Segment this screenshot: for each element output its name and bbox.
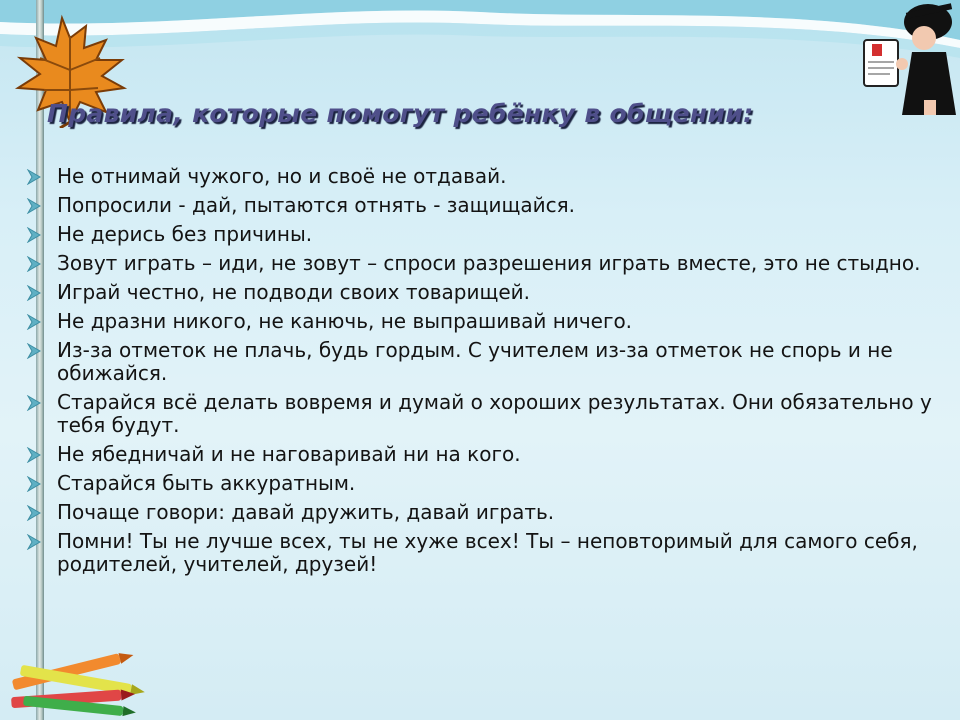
teacher-clipart-icon [850, 0, 960, 115]
arrow-bullet-icon [26, 505, 42, 521]
rule-text: Зовут играть – иди, не зовут – спроси разрешения играть вместе, это не стыдно. [57, 251, 921, 275]
list-item [26, 252, 941, 275]
list-item [26, 281, 941, 304]
list-item [26, 443, 941, 466]
crayons-icon [0, 640, 170, 720]
rule-text: Не отнимай чужого, но и своё не отдавай. [57, 164, 507, 188]
rule-text: Старайся быть аккуратным. [57, 471, 356, 495]
arrow-bullet-icon [26, 476, 42, 492]
arrow-bullet-icon [26, 285, 42, 301]
list-item [26, 223, 941, 246]
rule-text: Старайся всё делать вовремя и думай о хороших результатах. Они обязательно у тебя будут. [57, 390, 932, 437]
list-item [26, 339, 941, 385]
top-wave-decoration [0, 0, 960, 90]
list-item [26, 310, 941, 333]
rule-text: Не дерись без причины. [57, 222, 313, 246]
arrow-bullet-icon [26, 447, 42, 463]
arrow-bullet-icon [26, 227, 42, 243]
list-item [26, 194, 941, 217]
arrow-bullet-icon [26, 256, 42, 272]
arrow-bullet-icon [26, 198, 42, 214]
rule-text: Играй честно, не подводи своих товарищей. [57, 280, 530, 304]
rule-text: Почаще говори: давай дружить, давай играть. [57, 500, 555, 524]
list-item [26, 501, 941, 524]
list-item [26, 530, 941, 576]
rule-text: Из-за отметок не плачь, будь гордым. С учителем из-за отметок не спорь и не обижайся. [57, 338, 893, 385]
rule-text: Попросили - дай, пытаются отнять - защищайся. [57, 193, 575, 217]
slide-title: Правила, которые помогут ребёнку в общении: [47, 99, 754, 128]
list-item [26, 391, 941, 437]
rule-text: Не ябедничай и не наговаривай ни на кого. [57, 442, 521, 466]
arrow-bullet-icon [26, 343, 42, 359]
rule-text: Не дразни никого, не канючь, не выпрашивай ничего. [57, 309, 633, 333]
list-item [26, 472, 941, 495]
rules-list [26, 165, 941, 582]
arrow-bullet-icon [26, 314, 42, 330]
rule-text: Помни! Ты не лучше всех, ты не хуже всех! Ты – неповторимый для самого себя, родителей, учителей, друзей! [57, 529, 918, 576]
arrow-bullet-icon [26, 534, 42, 550]
list-item [26, 165, 941, 188]
arrow-bullet-icon [26, 395, 42, 411]
arrow-bullet-icon [26, 169, 42, 185]
